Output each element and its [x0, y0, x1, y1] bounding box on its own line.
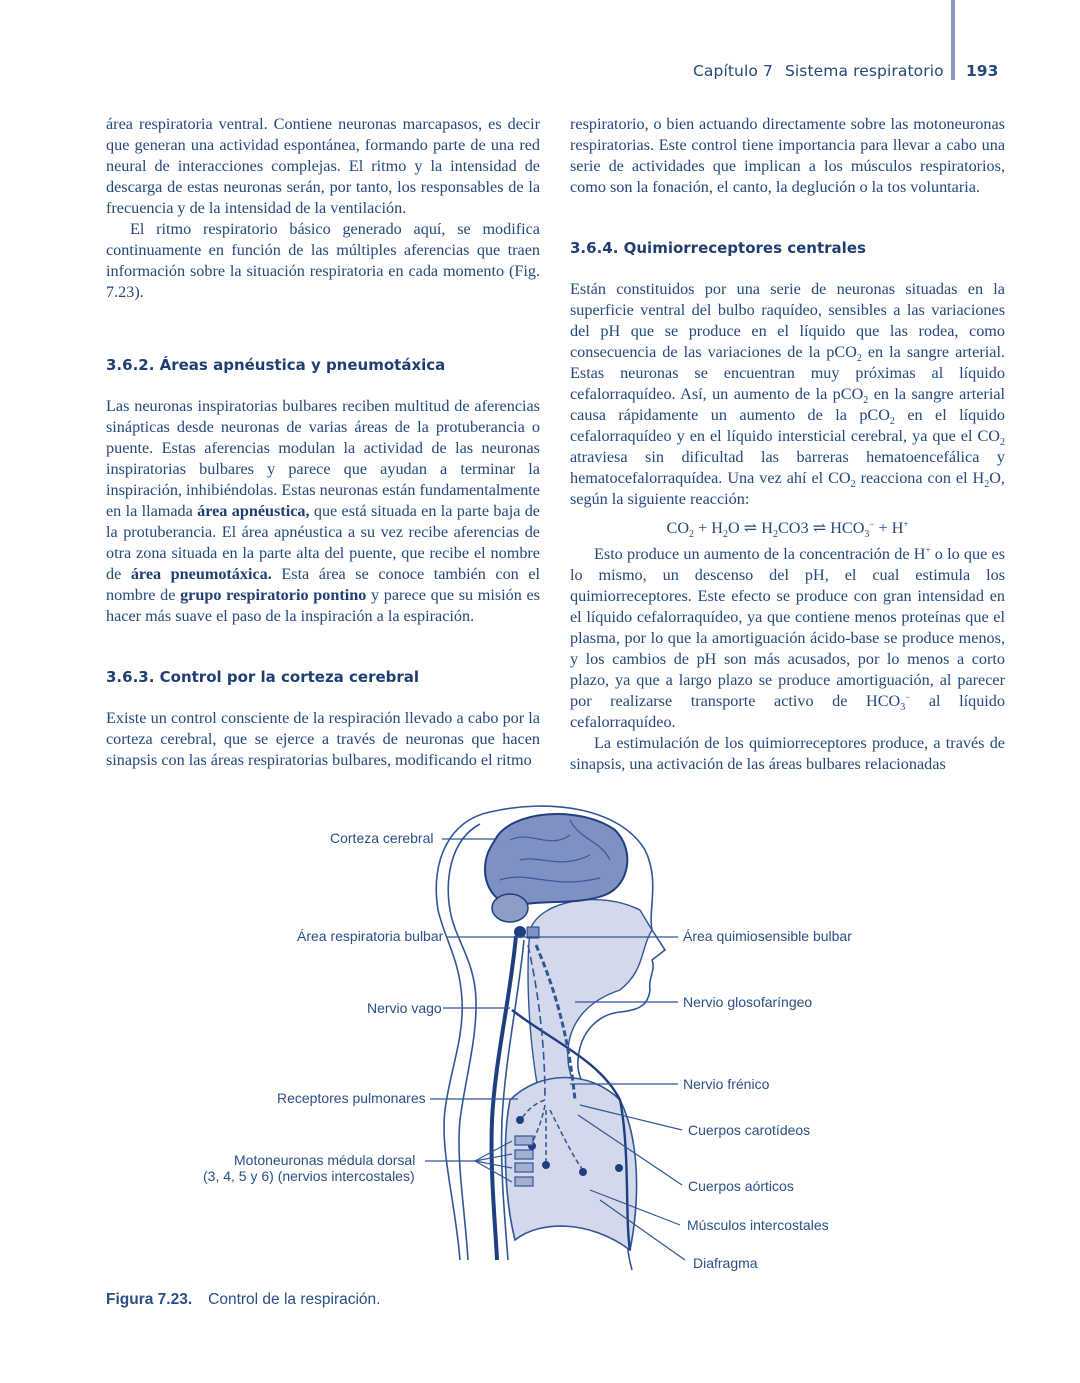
text: Las neuronas inspiratorias bulbares reciben multitud de aferencias sinápticas desde neuronas de varias áreas de la protuberancia o puente. Estas aferencias modulan la actividad de las neuronas inspiratorias bulbares y parece que ayudan a terminar la inspiración, inhibiéndolas. Estas neuronas están fundamentalmente en la llamada [106, 397, 540, 520]
superscript: + [925, 545, 931, 555]
superscript: + [903, 519, 909, 529]
text: CO [666, 519, 690, 537]
subscript: 2 [984, 479, 990, 490]
label-pulmonary-receptors: Receptores pulmonares [277, 1090, 426, 1106]
brain-icon [485, 814, 627, 905]
subscript: 2 [722, 529, 728, 540]
section-heading-3-6-3: 3.6.3. Control por la corteza cerebral [106, 668, 420, 686]
text: CO3 ⇌ HCO [777, 519, 865, 537]
label-carotid-bodies: Cuerpos carotídeos [688, 1122, 811, 1138]
paragraph: área respiratoria ventral. Contiene neuronas marcapasos, es decir que generan una actividad espontánea, formando parte de una red neural de interacciones complejas. El ritmo y la intensidad de descarga de estas neuronas serán, por tanto, los responsables de la frecuencia y de la intensidad de la ventilación. [106, 115, 540, 217]
paragraph [570, 544, 1005, 733]
text: al líquido cefalorraquídeo. [570, 692, 1005, 731]
subscript: 3 [900, 702, 906, 713]
header-divider [951, 0, 955, 80]
subscript: 2 [856, 353, 862, 364]
paragraph: Existe un control consciente de la respiración llevado a cabo por la corteza cerebral, que se ejerce a través de neuronas que hacen sinapsis con las áreas respiratorias bulbares, modificando el ritmo [106, 709, 540, 769]
label-intercostal-muscles: Músculos intercostales [687, 1217, 829, 1233]
subscript: 2 [863, 395, 869, 406]
text: reacciona con el H [855, 469, 985, 487]
text: + H [874, 519, 904, 537]
section-heading-3-6-4: 3.6.4. Quimiorreceptores centrales [570, 239, 866, 257]
text: en el líquido cefalorraquídeo y en el líquido intersticial cerebral, ya que el CO [570, 406, 1005, 445]
label-phrenic-nerve: Nervio frénico [683, 1076, 770, 1092]
text: + H [694, 519, 723, 537]
label-aortic-bodies: Cuerpos aórticos [688, 1178, 794, 1194]
cerebellum-icon [492, 894, 528, 922]
label-vagus-nerve: Nervio vago [367, 1000, 442, 1016]
right-column [570, 114, 1005, 775]
label-motoneurons: Motoneuronas médula dorsal [234, 1152, 416, 1168]
text: en la sangre arterial causa rápidamente un aumento de la pCO [570, 385, 1005, 424]
chapter-label: Capítulo 7 [693, 62, 773, 80]
superscript: − [905, 692, 911, 702]
running-header [693, 62, 944, 80]
figure-caption [106, 1291, 380, 1309]
left-column [106, 114, 540, 771]
subscript: 2 [850, 479, 856, 490]
text: y parece que su misión es hacer más suave el paso de la inspiración a la espiración. [106, 586, 540, 625]
label-bulbar-respiratory-area: Área respiratoria bulbar [297, 928, 444, 944]
subscript: 2 [689, 529, 695, 540]
subscript: 2 [1000, 437, 1005, 448]
term-pontine-group: grupo respiratorio pontino [180, 586, 367, 604]
text: o lo que es lo mismo, un descenso del pH, el cual estimula los quimiorreceptores. Este efecto se produce con gran intensidad en el líquido cefalorraquídeo, ya que contiene menos proteínas que el plasma, por lo que la amortiguación ácido-base se produce menos, y los cambios de pH son más acusados, por lo menos a corto plazo, ya que a largo plazo se produce amortiguación, al parecer por realizarse transporte activo de HCO [570, 545, 1005, 710]
chapter-title: Sistema respiratorio [784, 62, 944, 80]
paragraph: La estimulación de los quimiorreceptores produce, a través de sinapsis, una activación de las áreas bulbares relacionadas [570, 734, 1005, 773]
figure-respiratory-control [100, 800, 980, 1280]
text: Esta área se conoce también con el nombre de [106, 565, 541, 604]
label-diaphragm: Diafragma [693, 1255, 758, 1271]
label-glossopharyngeal-nerve: Nervio glosofaríngeo [683, 994, 813, 1010]
text: O, según la siguiente reacción: [570, 469, 1005, 508]
section-heading-3-6-2: 3.6.2. Áreas apnéustica y pneumotáxica [106, 356, 446, 374]
subscript: 2 [889, 416, 895, 427]
page-number: 193 [966, 62, 999, 80]
text: Están constituidos por una serie de neuronas situadas en la superficie ventral del bulbo raquídeo, sensibles a las variaciones del pH que se produce en el líquido que las rodea, como consecuencia de las variaciones de la pCO [570, 280, 1005, 361]
chemosensitive-area-icon [527, 927, 539, 938]
paragraph [570, 279, 1005, 510]
text: en la sangre arterial. Estas neuronas se encuentran muy próximas al líquido cefalorraquídeo. Así, un aumento de la pCO [570, 343, 1005, 403]
airway-shading [528, 900, 652, 1110]
figure-caption-text: Control de la respiración. [208, 1291, 381, 1308]
label-cerebral-cortex: Corteza cerebral [330, 830, 434, 846]
paragraph: respiratorio, o bien actuando directamente sobre las motoneuronas respiratorias. Este control tiene importancia para llevar a cabo una serie de actividades que implican a los músculos respiratorios, como son la fonación, el canto, la deglución o la tos voluntaria. [570, 115, 1005, 196]
chemical-equation [570, 518, 1005, 539]
paragraph: El ritmo respiratorio básico generado aquí, se modifica continuamente en función de las múltiples aferencias que traen información sobre la situación respiratoria en cada momento (Fig. 7.23). [106, 220, 540, 301]
text: Esto produce un aumento de la concentración de H [594, 545, 926, 563]
subscript: 3 [864, 529, 870, 540]
term-pneumotaxic-area: área pneumotáxica. [130, 565, 272, 583]
text: O ⇌ H [727, 519, 773, 537]
text: atraviesa sin dificultad las barreras hematoencefálica y hematocefalorraquídea. Una vez ahí el CO [570, 448, 1005, 487]
paragraph [106, 396, 540, 627]
superscript: − [869, 519, 875, 529]
term-apneustic-area: área apnéustica, [197, 502, 310, 520]
anatomy-diagram [100, 800, 980, 1280]
subscript: 2 [772, 529, 778, 540]
label-chemosensitive-area: Área quimiosensible bulbar [683, 928, 852, 944]
figure-number: Figura 7.23. [106, 1291, 193, 1308]
label-motoneurons-detail: (3, 4, 5 y 6) (nervios intercostales) [203, 1168, 415, 1184]
text: que está situada en la parte baja de la protuberancia. El área apnéustica a su vez recibe aferencias de otra zona situada en la parte alta del puente, que recibe el nombre de [106, 502, 540, 583]
